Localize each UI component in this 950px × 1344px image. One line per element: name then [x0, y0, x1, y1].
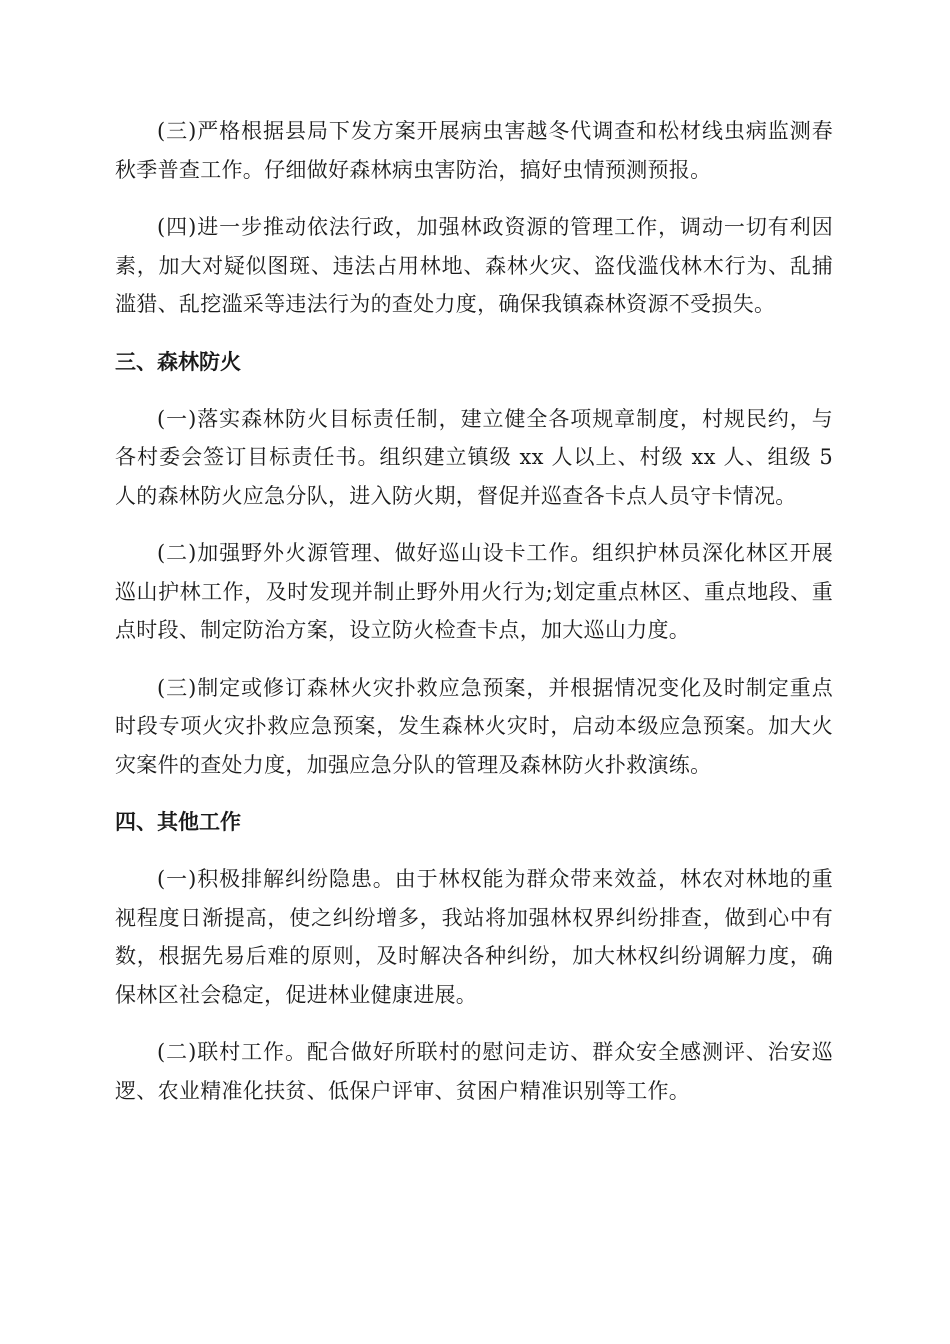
paragraph-emergency-plan: (三)制定或修订森林火灾扑救应急预案，并根据情况变化及时制定重点时段专项火灾扑救应急预案，发生森林火灾时，启动本级应急预案。加大火灾案件的查处力度，加强应急分队的管理及森林防火扑救演练。 [115, 675, 833, 777]
paragraph-village-liaison: (二)联村工作。配合做好所联村的慰问走访、群众安全感测评、治安巡逻、农业精准化扶贫、低保户评审、贫困户精准识别等工作。 [115, 1040, 833, 1103]
paragraph-fire-source-management: (二)加强野外火源管理、做好巡山设卡工作。组织护林员深化林区开展巡山护林工作，及时发现并制止野外用火行为;划定重点林区、重点地段、重点时段、制定防治方案，设立防火检查卡点，加大巡山力度。 [115, 541, 833, 642]
paragraph-law-enforcement: (四)进一步推动依法行政，加强林政资源的管理工作，调动一切有利因素，加大对疑似图斑、违法占用林地、森林火灾、盗伐滥伐林木行为、乱捕滥猎、乱挖滥采等违法行为的查处力度，确保我镇森林资源不受损失。 [115, 215, 833, 316]
section-heading-other-work: 四、其他工作 [115, 810, 241, 834]
section-heading-fire-prevention: 三、森林防火 [115, 349, 241, 374]
paragraph-dispute-resolution: (一)积极排解纠纷隐患。由于林权能为群众带来效益，林农对林地的重视程度日渐提高，使之纠纷增多，我站将加强林权界纠纷排查，做到心中有数，根据先易后难的原则，及时解决各种纠纷，加大林权纠纷调解力度，确保林区社会稳定，促进林业健康进展。 [115, 867, 833, 1007]
paragraph-fire-responsibility: (一)落实森林防火目标责任制，建立健全各项规章制度，村规民约，与各村委会签订目标责任书。组织建立镇级 xx 人以上、村级 xx 人、组级 5 人的森林防火应急分队，进入防火期，督促并巡查各卡点人员守卡情况。 [115, 406, 833, 508]
paragraph-pest-survey: (三)严格根据县局下发方案开展病虫害越冬代调查和松材线虫病监测春秋季普查工作。仔细做好森林病虫害防治，搞好虫情预测预报。 [115, 119, 833, 182]
document-page [115, 112, 833, 1129]
